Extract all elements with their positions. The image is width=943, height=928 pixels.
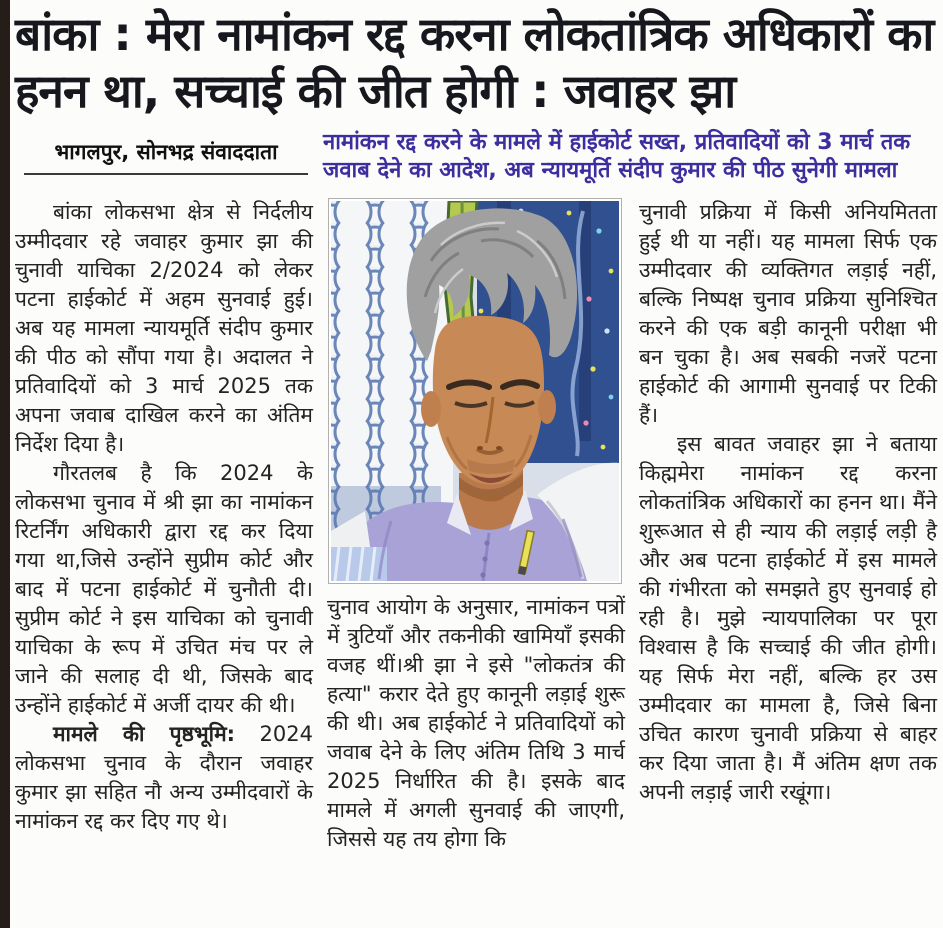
paragraph: बांका लोकसभा क्षेत्र से निर्दलीय उम्मीदवार रहे जवाहर कुमार झा की चुनावी याचिका 2/2024 को लेकर पटना हाईकोर्ट में अहम सुनवाई हुई। अब यह मामला न्यायमूर्ति संदीप कुमार की पीठ को सौंपा गया है। अदालत ने प्रतिवादियों को 3 मार्च 2025 तक अपना जवाब दाखिल करने का अंतिम निर्देश दिया है। <box>15 200 313 456</box>
byline-divider <box>24 173 308 175</box>
head-row <box>15 129 937 185</box>
paragraph-text: 2024 लोकसभा चुनाव के दौरान जवाहर कुमार झा सहित नौ अन्य उम्मीदवारों के नामांकन रद्द कर दिए गए थे। <box>15 722 313 833</box>
byline: भागलपुर, सोनभद्र संवाददाता <box>54 140 278 164</box>
paragraph <box>15 720 313 836</box>
article-photo <box>328 198 622 584</box>
subheadline: नामांकन रद्द करने के मामले में हाईकोर्ट सख्त, प्रतिवादियों को 3 मार्च तक जवाब देने का आदेश, अब न्यायमूर्ति संदीप कुमार की पीठ सुनेगी मामला <box>323 130 911 183</box>
column-2 <box>327 198 625 854</box>
paragraph: चुनावी प्रक्रिया में किसी अनियमितता हुई थी या नहीं। यह मामला सिर्फ एक उम्मीदवार की व्यक्तिगत लड़ाई नहीं, बल्कि निष्पक्ष चुनाव प्रक्रिया सुनिश्चित करने की एक बड़ी कानूनी परीक्षा भी बन चुका है। अब सबकी नजरें पटना हाईकोर्ट की आगामी सुनवाई पर टिकी हैं। <box>639 200 937 427</box>
photo-illustration <box>331 201 619 581</box>
column-1 <box>15 198 313 854</box>
paragraph: इस बावत जवाहर झा ने बताया किह्ममेरा नामांकन रद्द करना लोकतांत्रिक अधिकारों का हनन था। मैंने शुरूआत से ही न्याय की लड़ाई लड़ी है और अब पटना हाईकोर्ट में इस मामले की गंभीरता को समझते हुए सुनवाई हो रही है। मुझे न्यायपालिका पर पूरा विश्वास है कि सच्चाई की जीत होगी। यह सिर्फ मेरा नहीं, बल्कि हर उस उम्मीदवार का मामला है, जिसे बिना उचित कारण चुनावी प्रक्रिया से बाहर कर दिया जाता है। मैं अंतिम क्षण तक अपनी लड़ाई जारी रखूंगा। <box>639 432 937 804</box>
headline: बांका : मेरा नामांकन रद्द करना लोकतांत्रिक अधिकारों का हनन था, सच्चाई की जीत होगी : जवाहर झा <box>15 7 934 118</box>
body-columns <box>15 198 937 854</box>
paragraph: चुनाव आयोग के अनुसार, नामांकन पत्रों में त्रुटियाँ और तकनीकी खामियाँ इसकी वजह थीं।श्री झा ने इसे "लोकतंत्र की हत्या" करार देते हुए कानूनी लड़ाई शुरू की थी। अब हाईकोर्ट ने प्रतिवादियों को जवाब देने के लिए अंतिम तिथि 3 मार्च 2025 निर्धारित की है। इसके बाद मामले में अगली सुनवाई की जाएगी, जिससे यह तय होगा कि <box>327 595 625 851</box>
column-3 <box>639 198 937 854</box>
paragraph: गौरतलब है कि 2024 के लोकसभा चुनाव में श्री झा का नामांकन रिटर्निंग अधिकारी द्वारा रद्द कर दिया गया था,जिसे उन्होंने सुप्रीम कोर्ट और बाद में पटना हाईकोर्ट में चुनौती दी। सुप्रीम कोर्ट ने इस याचिका को चुनावी याचिका के रूप में उचित मंच पर ले जाने की सलाह दी थी, जिसके बाद उन्होंने हाईकोर्ट में अर्जी दायर की थी। <box>15 461 313 717</box>
paragraph-lead: मामले की पृष्ठभूमि: <box>53 722 236 746</box>
byline-block <box>15 129 317 175</box>
page-edge-bar <box>0 0 10 928</box>
article <box>15 6 937 854</box>
